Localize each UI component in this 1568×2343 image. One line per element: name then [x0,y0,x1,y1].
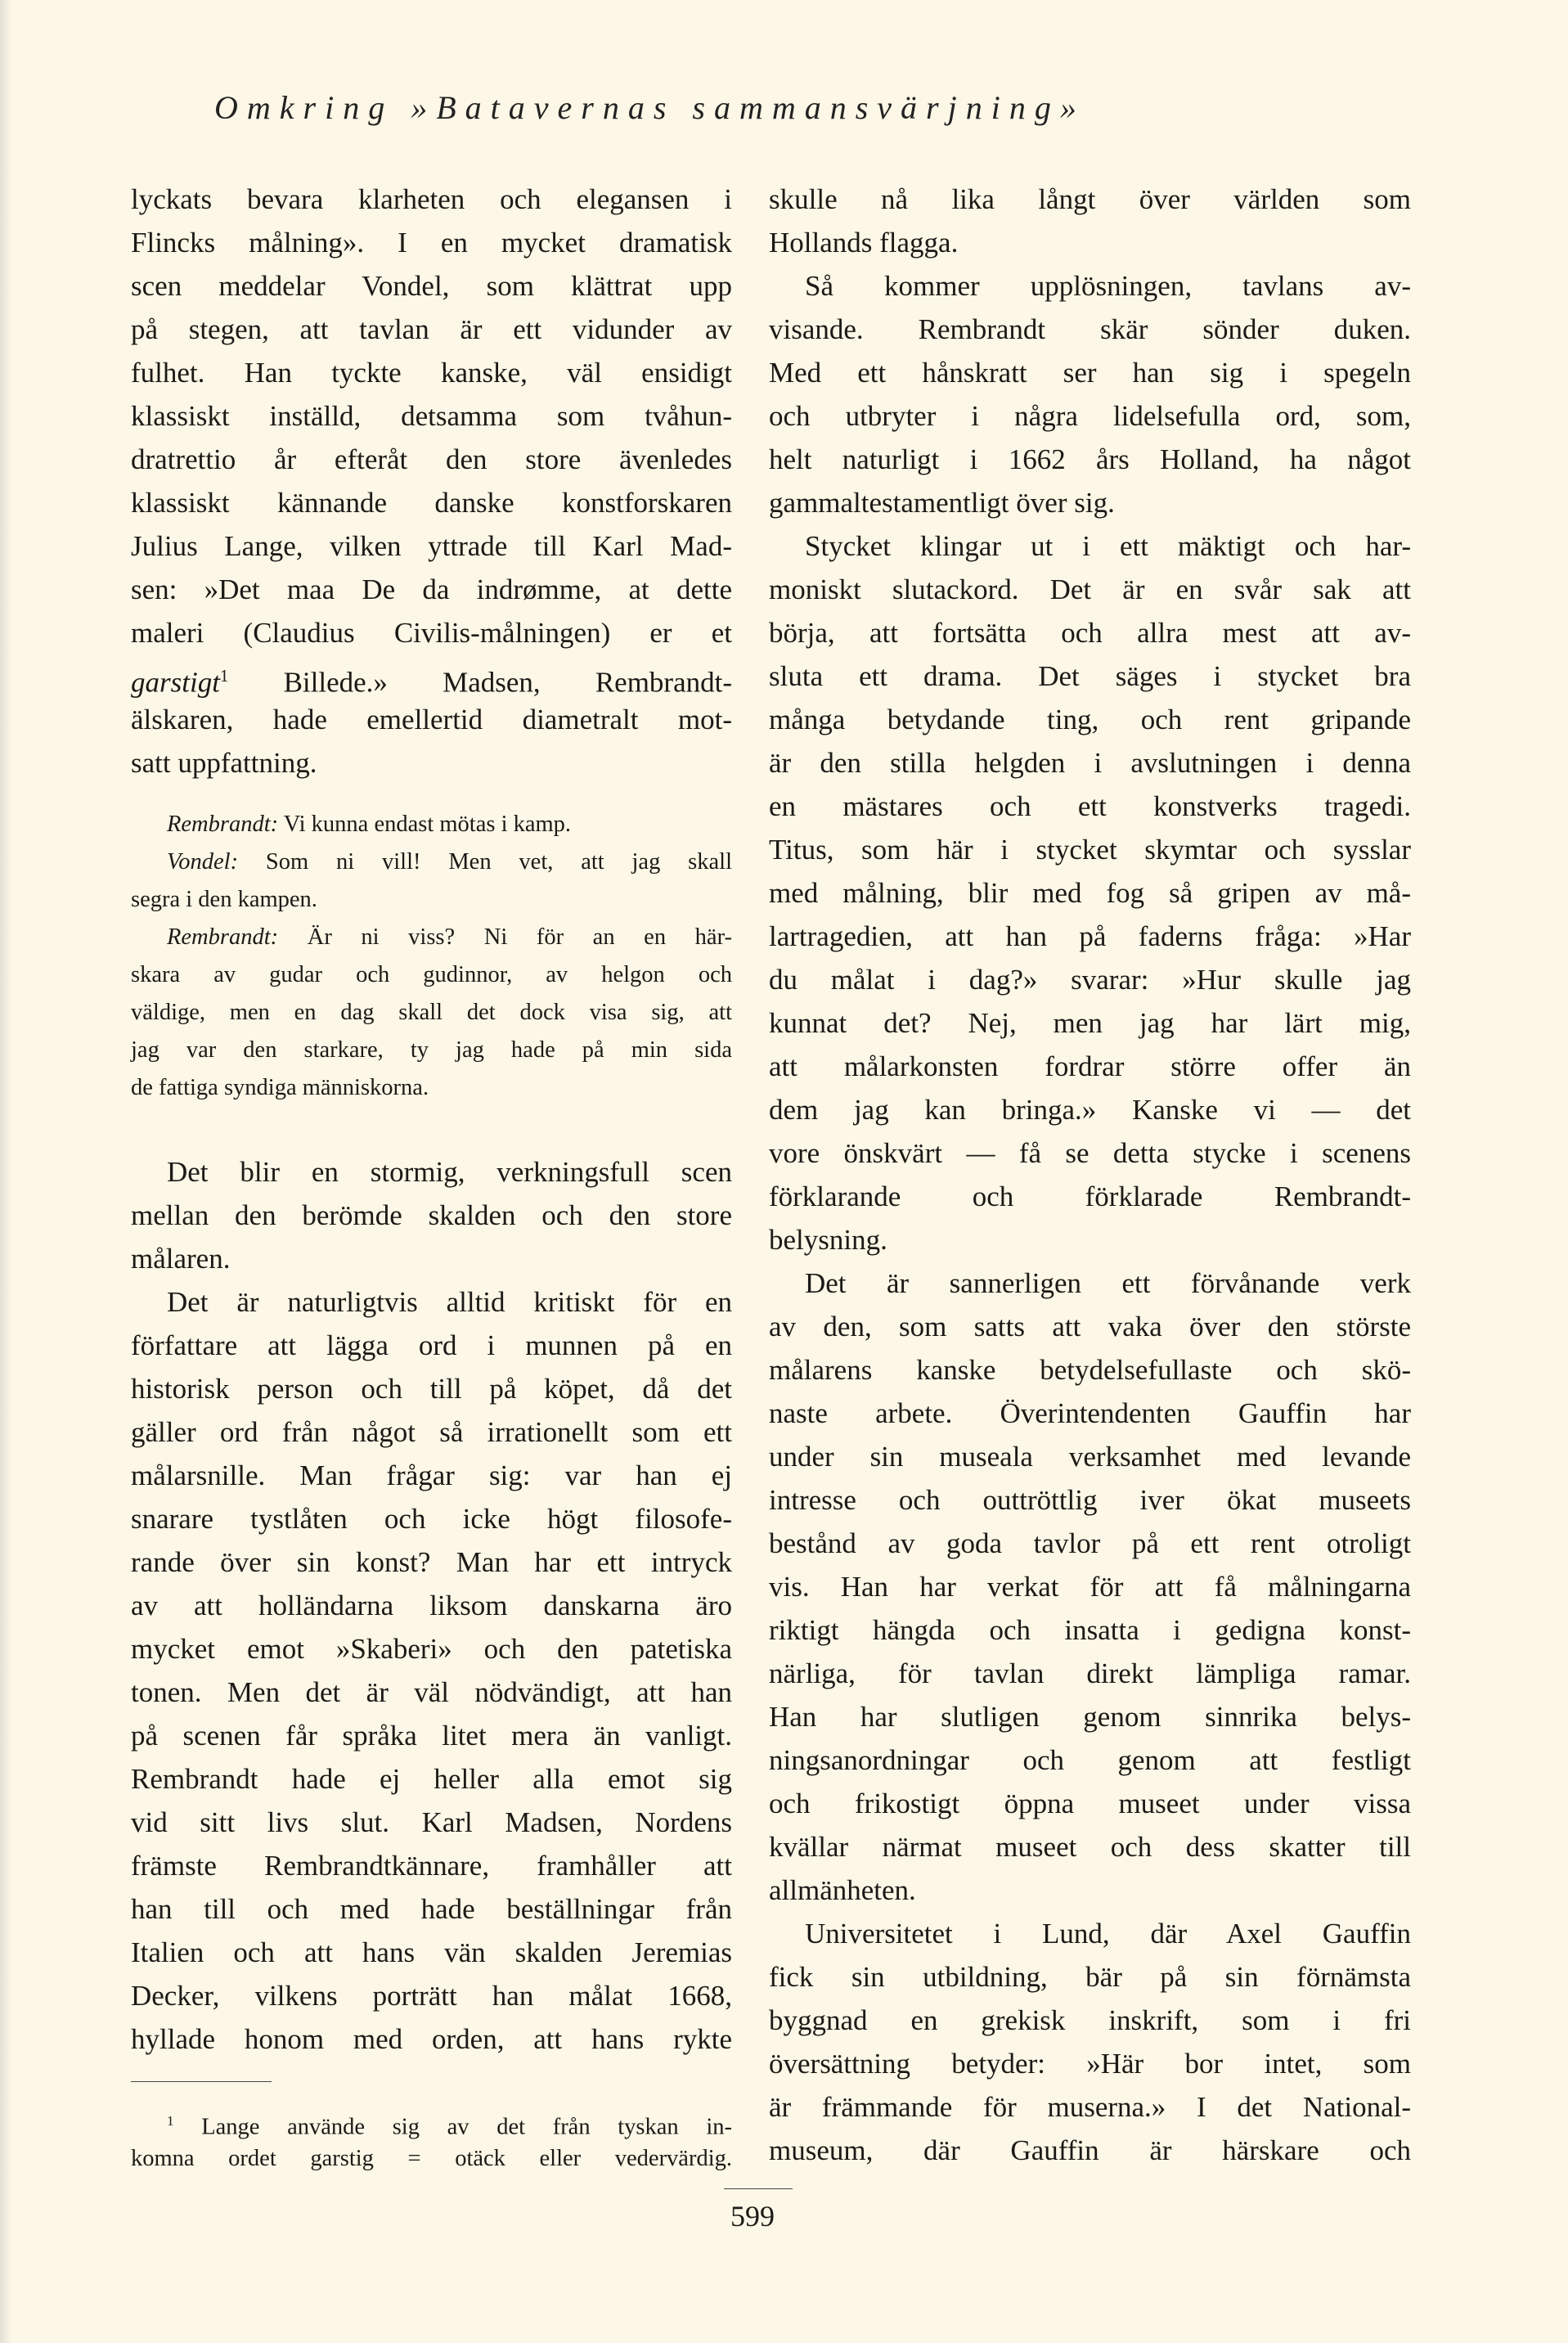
text-line [769,1999,1411,2042]
text-segment: på scenen får språka litet mera än vanligt. [131,1720,732,1752]
text-segment: och frikostigt öppna museet under vissa [769,1788,1411,1819]
footnote-line [131,2140,732,2178]
text-line [167,1150,732,1194]
text-segment: fick sin utbildning, bär på sin förnämsta [769,1961,1411,1993]
text-line [769,915,1411,958]
text-segment: närliga, för tavlan direkt lämpliga ramar. [769,1657,1411,1689]
text-line [769,1522,1411,1565]
dialogue-quote-line [167,919,732,956]
text-line [769,351,1411,394]
text-segment: du målat i dag?» svarar: »Hur skulle jag [769,964,1411,996]
text-line [131,741,732,785]
italic-text: garstigt [131,666,220,699]
text-segment: maleri (Claudius Civilis-målningen) er et [131,617,732,649]
text-segment: sen: »Det maa De da indrømme, at dette [131,573,732,605]
text-line [769,221,1411,264]
text-segment: satt uppfattning. [131,747,317,779]
text-segment: museum, där Gauffin är härskare och [769,2134,1411,2166]
text-segment: Det blir en stormig, verkningsfull scen [167,1156,732,1188]
text-line [131,1627,732,1671]
text-line [805,264,1411,308]
text-segment: mellan den berömde skalden och den store [131,1199,732,1231]
text-segment: snarare tystlåten och icke högt filosofe- [131,1503,732,1535]
text-segment: Så kommer upplösningen, tavlans av- [805,270,1411,302]
text-segment: vore önskvärt — få se detta stycke i scenens [769,1137,1411,1169]
text-line [131,611,732,654]
text-segment: skulle nå lika långt över världen som [769,183,1411,215]
dialogue-quote-line [131,1069,732,1107]
text-line [131,178,732,221]
text-segment: Vi kunna endast mötas i kamp. [278,812,572,837]
text-segment: Lange använde sig av det från tyskan in- [173,2114,732,2140]
text-line [805,1261,1411,1305]
text-segment: under sin museala verksamhet med levande [769,1441,1411,1473]
text-segment: belysning. [769,1224,887,1256]
text-line [769,1435,1411,1478]
text-segment: historisk person och till på köpet, då det [131,1373,732,1405]
text-segment: Som ni vill! Men vet, att jag skall [238,849,732,875]
text-segment: naste arbete. Överintendenten Gauffin har [769,1397,1411,1429]
text-segment: lyckats bevara klarheten och elegansen i [131,183,732,215]
text-line [769,698,1411,741]
text-segment: riktigt hängda och insatta i gedigna konst- [769,1614,1411,1646]
text-line [769,1001,1411,1045]
text-segment: Är ni viss? Ni för an en här- [278,924,732,950]
text-segment: Hollands flagga. [769,227,959,259]
italic-text: Rembrandt: [167,924,279,950]
text-line [131,1540,732,1584]
text-line [769,1565,1411,1608]
text-segment: de fattiga syndiga människorna. [131,1075,429,1100]
dialogue-quote-line [131,956,732,994]
text-segment: med målning, blir med fog så gripen av må- [769,877,1411,909]
text-segment: är främmande för muserna.» I det National- [769,2091,1411,2123]
footnote-marker: 1 [167,2113,174,2129]
page-number: 599 [730,2200,775,2233]
text-line [131,1931,732,1974]
running-header: Omkring »Batavernas sammansvärjning» [214,89,1085,126]
text-line [769,481,1411,524]
dialogue-quote-line [167,843,732,881]
text-line [769,1392,1411,1435]
text-line [769,828,1411,871]
text-segment: Stycket klingar ut i ett mäktigt och har- [805,530,1411,562]
text-line [131,481,732,524]
text-line [805,524,1411,568]
dialogue-quote-line [167,806,732,843]
page-number-rule [724,2188,793,2189]
text-line [769,308,1411,351]
text-segment: gammaltestamentligt över sig. [769,487,1115,519]
text-line [769,394,1411,438]
text-line [131,698,732,741]
text-segment: hyllade honom med orden, att hans rykte [131,2023,732,2055]
footnote-marker: 1 [219,666,229,686]
text-segment: på stegen, att tavlan är ett vidunder av [131,313,732,345]
text-line [769,1175,1411,1218]
text-segment: av att holländarna liksom danskarna äro [131,1590,732,1621]
footnote-rule [131,2081,272,2082]
text-line [131,1671,732,1714]
text-segment: författare att lägga ord i munnen på en [131,1329,732,1361]
text-segment: rande över sin konst? Man har ett intryck [131,1546,732,1578]
text-line [769,2042,1411,2085]
text-line [769,654,1411,698]
text-segment: dem jag kan bringa.» Kanske vi — det [769,1094,1411,1126]
text-segment: Titus, som här i stycket skymtar och sysslar [769,834,1411,866]
text-line [769,611,1411,654]
text-line [131,654,732,698]
text-segment: Billede.» Madsen, Rembrandt- [228,666,732,699]
text-segment: och utbryter i några lidelsefulla ord, som, [769,400,1411,432]
text-segment: förklarande och förklarade Rembrandt- [769,1180,1411,1212]
text-line [769,1045,1411,1088]
text-segment: kunnat det? Nej, men jag har lärt mig, [769,1007,1411,1039]
text-line [131,1237,732,1280]
text-line [131,1584,732,1627]
text-line [131,1497,732,1540]
text-line [131,524,732,568]
text-segment: många betydande ting, och rent gripande [769,704,1411,735]
dialogue-quote-line [131,994,732,1032]
text-line [769,1131,1411,1175]
text-segment: älskaren, hade emellertid diametralt mot- [131,704,732,735]
text-segment: lartragedien, att han på faderns fråga: »Har [769,920,1411,952]
text-line [131,1844,732,1887]
text-segment: kvällar närmat museet och dess skatter till [769,1831,1411,1863]
text-line [769,1478,1411,1522]
text-segment: Det är naturligtvis alltid kritiskt för en [167,1286,732,1318]
text-line [769,1608,1411,1652]
text-segment: allmänheten. [769,1874,916,1906]
text-segment: att målarkonsten fordrar större offer än [769,1050,1411,1082]
text-line [769,568,1411,611]
text-segment: klassiskt kännande danske konstforskaren [131,487,732,519]
text-line [131,1887,732,1931]
text-segment: mycket emot »Skaberi» och den patetiska [131,1633,732,1665]
text-segment: fulhet. Han tyckte kanske, väl ensidigt [131,357,732,389]
text-line [769,1088,1411,1131]
italic-text: Rembrandt: [167,812,279,837]
text-segment: dratrettio år efteråt den store ävenledes [131,443,732,475]
text-line [131,351,732,394]
text-segment: segra i den kampen. [131,887,317,912]
text-line [131,2017,732,2061]
text-line [769,1305,1411,1348]
text-line [769,1955,1411,1999]
text-line [769,2129,1411,2172]
text-line [769,2085,1411,2129]
text-line [131,438,732,481]
text-line [769,1348,1411,1392]
text-line [769,1782,1411,1825]
text-line [131,1801,732,1844]
text-segment: han till och med hade beställningar från [131,1893,732,1925]
italic-text: Vondel: [167,849,239,875]
text-segment: intresse och outtröttlig iver ökat museets [769,1484,1411,1516]
text-segment: vid sitt livs slut. Karl Madsen, Nordens [131,1806,732,1838]
text-line [131,264,732,308]
text-segment: byggnad en grekisk inskrift, som i fri [769,2004,1411,2036]
text-segment: scen meddelar Vondel, som klättrat upp [131,270,732,302]
text-line [131,1194,732,1237]
text-segment: Universitetet i Lund, där Axel Gauffin [805,1918,1411,1950]
text-segment: Italien och att hans vän skalden Jeremias [131,1936,732,1968]
text-segment: tonen. Men det är väl nödvändigt, att han [131,1676,732,1708]
text-line [131,1454,732,1497]
text-segment: visande. Rembrandt skär sönder duken. [769,313,1411,345]
text-segment: är den stilla helgden i avslutningen i denna [769,747,1411,779]
text-segment: komna ordet garstig = otäck eller vedervärdig. [131,2146,732,2171]
text-segment: skara av gudar och gudinnor, av helgon och [131,962,732,987]
text-segment: vis. Han har verkat för att få målningarna [769,1571,1411,1603]
text-segment: målarens kanske betydelsefullaste och skö- [769,1354,1411,1386]
text-segment: sluta ett drama. Det säges i stycket bra [769,660,1411,692]
text-segment: målaren. [131,1243,231,1275]
text-line [769,1695,1411,1738]
scan-edge-shadow [0,0,11,2343]
text-segment: Med ett hånskratt ser han sig i spegeln [769,357,1411,389]
text-segment: jag var den starkare, ty jag hade på min sida [131,1037,732,1063]
text-segment: av den, som satts att vaka över den störste [769,1311,1411,1342]
text-segment: börja, att fortsätta och allra mest att av- [769,617,1411,649]
text-segment: moniskt slutackord. Det är en svår sak att [769,573,1411,605]
text-line [769,1652,1411,1695]
text-segment: Han har slutligen genom sinnrika belys- [769,1701,1411,1733]
text-line [769,178,1411,221]
text-line [769,741,1411,785]
footnote-line [167,2102,732,2140]
text-line [805,1912,1411,1955]
text-line [131,1324,732,1367]
text-line [131,308,732,351]
text-segment: klassiskt inställd, detsamma som tvåhun- [131,400,732,432]
text-segment: ningsanordningar och genom att festligt [769,1744,1411,1776]
text-segment: gäller ord från något så irrationellt som ett [131,1416,732,1448]
text-line [769,1738,1411,1782]
text-line [769,785,1411,828]
text-line [131,568,732,611]
text-segment: bestånd av goda tavlor på ett rent otroligt [769,1527,1411,1559]
text-line [769,958,1411,1001]
text-segment: översättning betyder: »Här bor intet, som [769,2048,1411,2080]
text-segment: främste Rembrandtkännare, framhåller att [131,1850,732,1882]
text-segment: Julius Lange, vilken yttrade till Karl Mad- [131,530,732,562]
text-segment: helt naturligt i 1662 års Holland, ha något [769,443,1411,475]
text-line [769,1218,1411,1261]
text-line [131,394,732,438]
text-line [131,1714,732,1757]
text-segment: Decker, vilkens porträtt han målat 1668, [131,1980,732,2012]
text-line [769,1869,1411,1912]
text-line [167,1280,732,1324]
text-line [131,221,732,264]
text-segment: en mästares och ett konstverks tragedi. [769,790,1411,822]
dialogue-quote-line [131,881,732,919]
text-line [769,438,1411,481]
text-segment: målarsnille. Man frågar sig: var han ej [131,1459,732,1491]
text-line [131,1410,732,1454]
text-segment: Rembrandt hade ej heller alla emot sig [131,1763,732,1795]
text-line [769,871,1411,915]
text-line [131,1757,732,1801]
text-segment: väldige, men en dag skall det dock visa sig, att [131,1000,732,1025]
text-line [131,1367,732,1410]
dialogue-quote-line [131,1032,732,1069]
text-line [131,1974,732,2017]
text-line [769,1825,1411,1869]
text-segment: Flincks målning». I en mycket dramatisk [131,227,732,259]
text-segment: Det är sannerligen ett förvånande verk [805,1267,1411,1299]
